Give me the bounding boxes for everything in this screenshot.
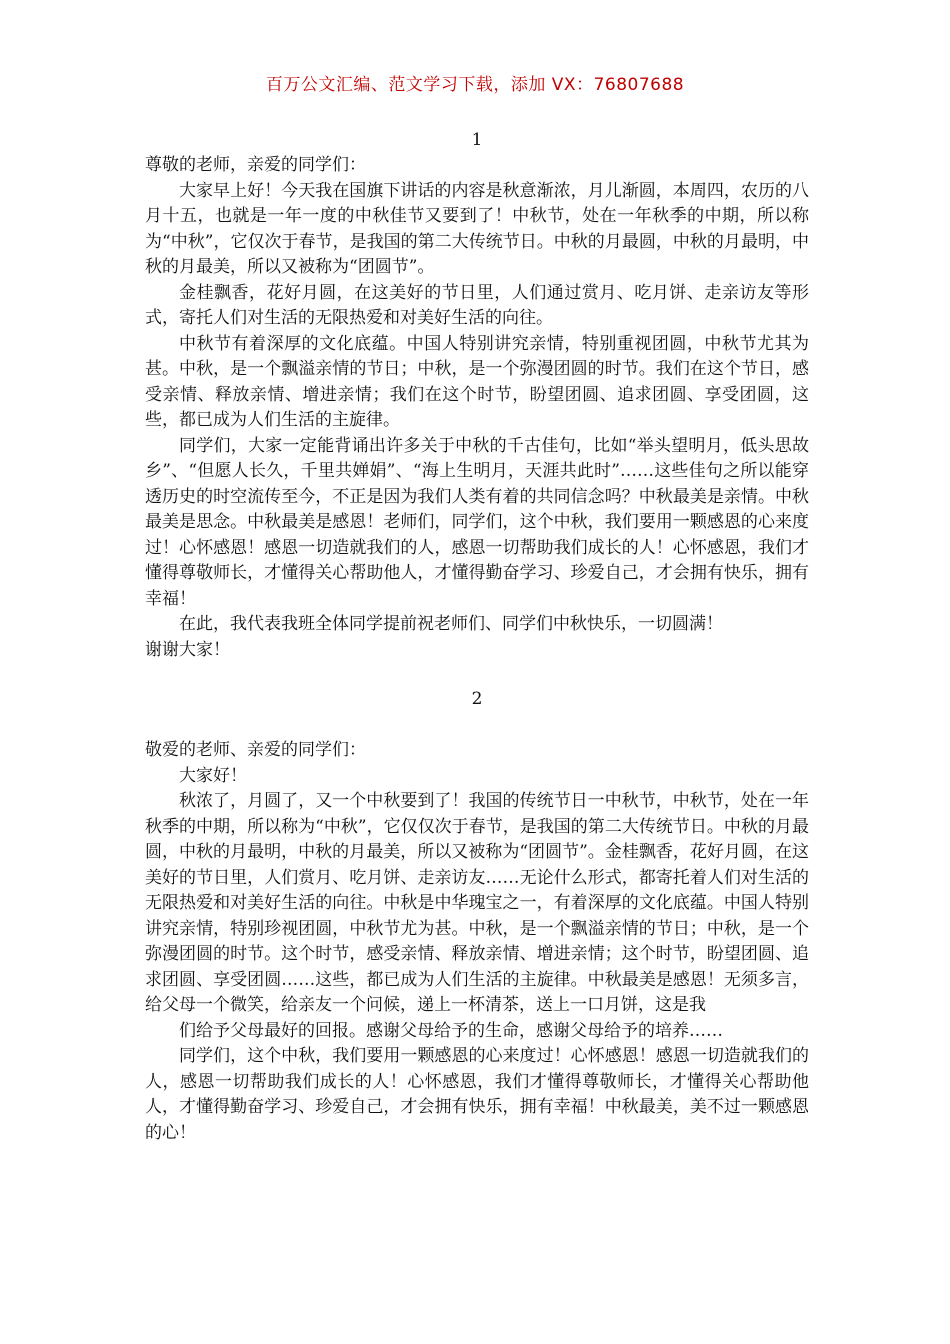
paragraph: 大家早上好！今天我在国旗下讲话的内容是秋意渐浓，月儿渐圆，本周四，农历的八月十五，也就是一年一度的中秋佳节又要到了！中秋节，处在一年秋季的中期，所以称为“中秋”，它仅次于春节，是我国的第二大传统节日。中秋的月最圆，中秋的月最明，中秋的月最美，所以又被称为“团圆节”。	[145, 180, 809, 277]
paragraph: 同学们，这个中秋，我们要用一颗感恩的心来度过！心怀感恩！感恩一切造就我们的人，感恩一切帮助我们成长的人！心怀感恩，我们才懂得尊敬师长，才懂得关心帮助他人，才懂得勤奋学习、珍爱自己，才会拥有快乐，拥有幸福！中秋最美，美不过一颗感恩的心！	[145, 1046, 809, 1143]
paragraph: 金桂飘香，花好月圆，在这美好的节日里，人们通过赏月、吃月饼、走亲访友等形式，寄托人们对生活的无限热爱和对美好生活的向往。	[145, 282, 809, 328]
greeting: 敬爱的老师、亲爱的同学们：	[145, 740, 366, 760]
closing: 谢谢大家！	[145, 639, 230, 660]
paragraph: 秋浓了，月圆了，又一个中秋要到了！我国的传统节日一中秋节，中秋节，处在一年秋季的中期，所以称为“中秋”，它仅仅次于春节，是我国的第二大传统节日。中秋的月最圆，中秋的月最明，中秋的月最美，所以又被称为“团圆节”。金桂飘香，花好月圆，在这美好的节日里，人们赏月、吃月饼、走亲访友……无论什么形式，都寄托着人们对生活的无限热爱和对美好生活的向往。中秋是中华瑰宝之一，有着深厚的文化底蕴。中国人特别讲究亲情，特别珍视团圆，中秋节尤为甚。中秋，是一个飘溢亲情的节日；中秋，是一个弥漫团圆的时节。这个时节，感受亲情、释放亲情、增进亲情；这个时节，盼望团圆、追求团圆、享受团圆……这些，都已成为人们生活的主旋律。中秋最美是感恩！无须多言，给父母一个微笑，给亲友一个问候，递上一杯清茶，送上一口月饼，这是我	[145, 791, 809, 1015]
greeting: 尊敬的老师，亲爱的同学们：	[145, 155, 366, 175]
paragraph: 在此，我代表我班全体同学提前祝老师们、同学们中秋快乐，一切圆满！	[179, 614, 723, 634]
paragraph: 同学们，大家一定能背诵出许多关于中秋的千古佳句，比如“举头望明月，低头思故乡”、“但愿人长久，千里共婵娟”、“海上生明月，天涯共此时”……这些佳句之所以能穿透历史的时空流传至今，不正是因为我们人类有着的共同信念吗？中秋最美是亲情。中秋最美是思念。中秋最美是感恩！老师们，同学们，这个中秋，我们要用一颗感恩的心来度过！心怀感恩！感恩一切造就我们的人，感恩一切帮助我们成长的人！心怀感恩，我们才懂得尊敬师长，才懂得关心帮助他人，才懂得勤奋学习、珍爱自己，才会拥有快乐，拥有幸福！	[145, 435, 809, 609]
section-number: 1	[471, 130, 483, 150]
page-header-banner: 百万公文汇编、范文学习下载，添加 VX：76807688	[265, 75, 685, 95]
paragraph: 们给予父母最好的回报。感谢父母给予的生命，感谢父母给予的培养……	[179, 1020, 723, 1041]
section-number: 2	[471, 689, 483, 709]
paragraph: 中秋节有着深厚的文化底蕴。中国人特别讲究亲情，特别重视团圆，中秋节尤其为甚。中秋，是一个飘溢亲情的节日；中秋，是一个弥漫团圆的时节。我们在这个节日，感受亲情、释放亲情、增进亲情；我们在这个时节，盼望团圆、追求团圆、享受团圆，这些，都已成为人们生活的主旋律。	[145, 333, 809, 430]
paragraph: 大家好！	[179, 765, 247, 786]
speech-section-2	[145, 686, 809, 1146]
speech-section-1	[145, 127, 809, 663]
